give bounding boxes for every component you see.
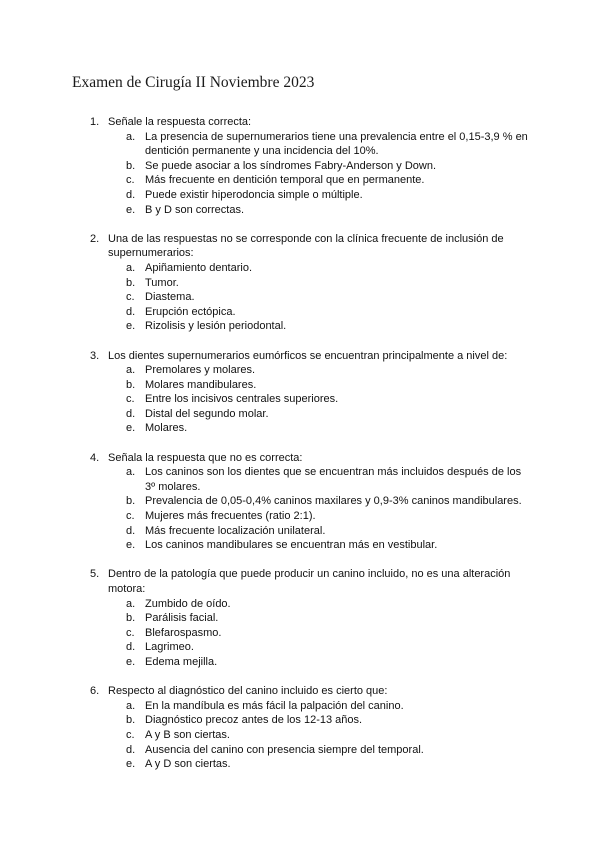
option-letter: e. [126,422,136,435]
option-list [0,465,600,553]
option-a [126,465,530,494]
option-d [126,640,530,655]
question-number: 3. [90,349,100,362]
option-text: Los caninos son los dientes que se encuentran más incluidos después de los 3º molares. [145,466,522,493]
option-letter: d. [126,407,136,420]
option-letter: d. [126,524,136,537]
question-text: Señala la respuesta que no es correcta: [108,451,303,464]
option-d [126,305,530,320]
option-text: Parálisis facial. [145,612,219,625]
option-letter: b. [126,714,136,727]
option-text: Más frecuente en dentición temporal que en permanente. [145,174,425,187]
question-5 [0,567,600,669]
option-e [126,319,530,334]
option-letter: d. [126,188,136,201]
option-letter: e. [126,320,136,333]
option-b [126,713,530,728]
option-text: Diagnóstico precoz antes de los 12-13 años. [145,714,363,727]
option-text: Tumor. [145,276,179,289]
option-d [126,188,530,203]
option-letter: c. [126,174,135,187]
option-d [126,407,530,422]
option-letter: a. [126,597,136,610]
option-list [0,363,600,436]
option-list [0,130,600,218]
option-e [126,757,530,772]
option-a [126,699,530,714]
option-c [126,728,530,743]
option-text: Edema mejilla. [145,655,218,668]
option-text: Blefarospasmo. [145,626,222,639]
question-number: 4. [90,451,100,464]
question-text: Respecto al diagnóstico del canino incluido es cierto que: [108,685,388,698]
question-text: Dentro de la patología que puede producir un canino incluido, no es una alteración motora: [108,568,511,595]
option-text: Zumbido de oído. [145,597,231,610]
option-text: Se puede asociar a los síndromes Fabry-Anderson y Down. [145,159,437,172]
option-a [126,261,530,276]
option-letter: c. [126,393,135,406]
option-letter: a. [126,130,136,143]
question-number: 6. [90,685,100,698]
option-a [126,597,530,612]
option-letter: a. [126,699,136,712]
option-letter: a. [126,364,136,377]
option-text: La presencia de supernumerarios tiene una prevalencia entre el 0,15-3,9 % en dentición permanente y una incidencia del 10%. [145,130,528,158]
option-e [126,421,530,436]
option-text: A y D son ciertas. [145,758,231,771]
option-letter: d. [126,305,136,318]
option-letter: b. [126,159,136,172]
option-c [126,626,530,641]
question-text: Los dientes supernumerarios eumórficos se encuentran principalmente a nivel de: [108,349,508,362]
option-letter: b. [126,276,136,289]
option-text: Más frecuente localización unilateral. [145,524,326,537]
option-letter: d. [126,743,136,756]
option-text: Los caninos mandibulares se encuentran más en vestibular. [145,539,438,552]
option-letter: c. [126,626,135,639]
question-number: 1. [90,116,100,128]
option-d [126,743,530,758]
option-letter: e. [126,203,136,216]
question-list [0,115,600,786]
option-letter: a. [126,466,136,479]
option-text: En la mandíbula es más fácil la palpación del canino. [145,699,404,712]
option-letter: b. [126,495,136,508]
option-text: Erupción ectópica. [145,305,236,318]
option-letter: e. [126,655,136,668]
option-a [126,363,530,378]
option-letter: c. [126,510,135,523]
option-letter: b. [126,612,136,625]
option-c [126,509,530,524]
option-c [126,290,530,305]
question-number: 2. [90,232,100,245]
option-e [126,655,530,670]
question-6 [0,684,600,772]
option-a [126,130,530,159]
option-d [126,524,530,539]
question-text: Señale la respuesta correcta: [108,116,252,128]
option-b [126,159,530,174]
option-text: Ausencia del canino con presencia siempre del temporal. [145,743,424,756]
option-text: Apiñamiento dentario. [145,261,253,274]
option-text: Distal del segundo molar. [145,407,269,420]
option-b [126,378,530,393]
option-b [126,276,530,291]
question-3 [0,349,600,437]
option-letter: e. [126,758,136,771]
option-text: Premolares y molares. [145,364,256,377]
option-letter: e. [126,539,136,552]
option-e [126,538,530,553]
option-c [126,392,530,407]
option-letter: d. [126,641,136,654]
option-text: Prevalencia de 0,05-0,4% caninos maxilares y 0,9-3% caninos mandibulares. [145,495,522,508]
question-number: 5. [90,568,100,581]
option-text: Entre los incisivos centrales superiores. [145,393,339,406]
option-letter: c. [126,291,135,304]
option-c [126,173,530,188]
option-text: Lagrimeo. [145,641,194,654]
option-b [126,494,530,509]
exam-title: Examen de Cirugía II Noviembre 2023 [72,74,315,91]
option-text: Diastema. [145,291,195,304]
option-text: Puede existir hiperodoncia simple o múltiple. [145,188,363,201]
option-list [0,261,600,334]
option-list [0,597,600,670]
option-letter: c. [126,728,135,741]
option-text: A y B son ciertas. [145,728,230,741]
option-letter: a. [126,261,136,274]
option-b [126,611,530,626]
option-e [126,203,530,218]
option-list [0,699,600,772]
option-letter: b. [126,378,136,391]
question-2 [0,232,600,334]
question-text: Una de las respuestas no se corresponde con la clínica frecuente de inclusión de supernumerarios: [108,232,504,260]
question-4 [0,451,600,553]
option-text: Mujeres más frecuentes (ratio 2:1). [145,510,316,523]
option-text: Rizolisis y lesión periodontal. [145,320,287,333]
option-text: B y D son correctas. [145,203,245,216]
question-1 [0,115,600,217]
option-text: Molares mandibulares. [145,378,257,391]
option-text: Molares. [145,422,188,435]
